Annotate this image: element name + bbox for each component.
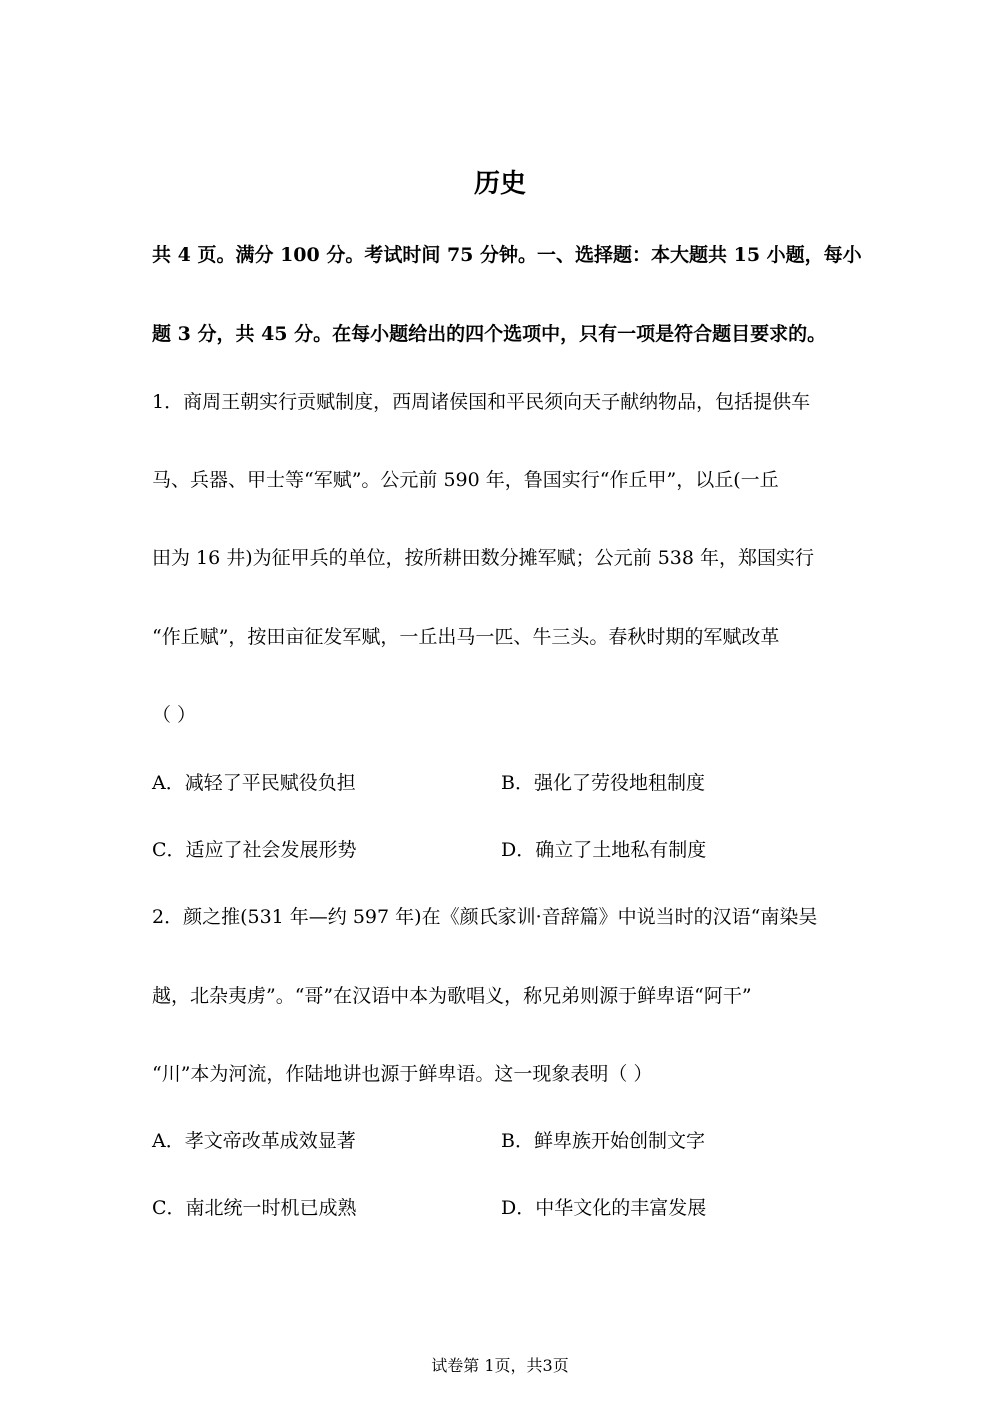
question-1-option-c: C．适应了社会发展形势 (152, 839, 357, 861)
instructions-line-1: 共 4 页。满分 100 分。考试时间 75 分钟。一、选择题：本大题共 15 小题，每小 (152, 244, 862, 266)
page-footer: 试卷第 1页，共3页 (431, 1356, 569, 1375)
question-1-option-b: B．强化了劳役地租制度 (501, 772, 705, 794)
question-1-blank: （ ） (152, 704, 197, 726)
question-1-line-3: 田为 16 井)为征甲兵的单位，按所耕田数分摊军赋；公元前 538 年，郑国实行 (152, 547, 815, 569)
question-2-line-2: 越，北杂夷虏”。“哥”在汉语中本为歌唱义，称兄弟则源于鲜卑语“阿干” (152, 985, 752, 1007)
instructions-line-2: 题 3 分，共 45 分。在每小题给出的四个选项中，只有一项是符合题目要求的。 (152, 323, 827, 345)
question-2-option-c: C．南北统一时机已成熟 (152, 1197, 357, 1219)
question-2-option-a: A．孝文帝改革成效显著 (152, 1130, 356, 1152)
page-title: 历史 (473, 169, 526, 199)
question-2-option-b: B．鲜卑族开始创制文字 (501, 1130, 705, 1152)
question-1-line-2: 马、兵器、甲士等“军赋”。公元前 590 年，鲁国实行“作丘甲”，以丘(一丘 (152, 469, 779, 491)
question-2-line-3: “川”本为河流，作陆地讲也源于鲜卑语。这一现象表明（ ） (152, 1063, 653, 1085)
question-1-option-a: A．减轻了平民赋役负担 (152, 772, 356, 794)
question-1-line-1: 1．商周王朝实行贡赋制度，西周诸侯国和平民须向天子献纳物品，包括提供车 (152, 391, 811, 413)
question-1-option-d: D．确立了土地私有制度 (501, 839, 707, 861)
question-2-line-1: 2．颜之推(531 年—约 597 年)在《颜氏家训·音辞篇》中说当时的汉语“南染吴 (152, 906, 818, 928)
question-1-line-4: “作丘赋”，按田亩征发军赋，一丘出马一匹、牛三头。春秋时期的军赋改革 (152, 626, 780, 648)
question-2-option-d: D．中华文化的丰富发展 (501, 1197, 707, 1219)
